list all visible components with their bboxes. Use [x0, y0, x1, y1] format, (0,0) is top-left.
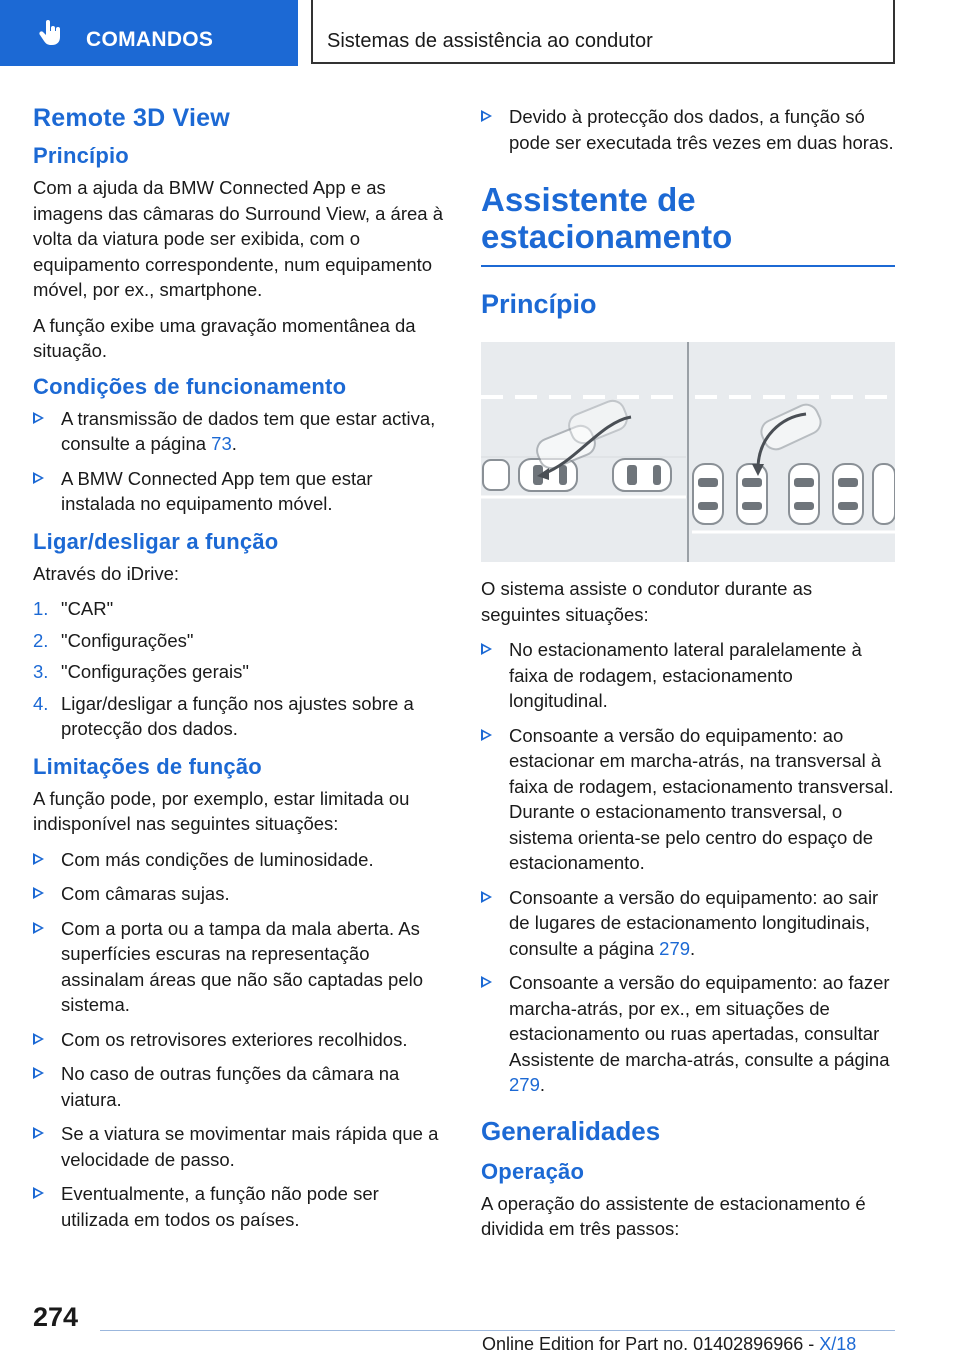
- bullet-list: [33, 847, 448, 1233]
- section-title-generalidades: Generalidades: [481, 1115, 661, 1146]
- list-item: [481, 885, 895, 962]
- triangle-bullet-icon: [481, 729, 492, 741]
- list-item: [33, 881, 448, 907]
- list-item-text: Com a porta ou a tampa da mala aberta. As superfícies escuras na representação assinalam áreas que não são captadas pelo sistema.: [61, 917, 424, 1015]
- list-item-text: A BMW Connected App tem que estar instalada no equipamento móvel.: [61, 467, 373, 514]
- list-item-text: Consoante a versão do equipamento: ao fazer marcha-atrás, por ex., em situações de estacionamento ou ruas apertadas, consultar Assistente de marcha-atrás, consulte a página: [509, 972, 890, 1070]
- chapter-title-box: [311, 0, 895, 64]
- triangle-bullet-icon: [481, 643, 492, 655]
- subsection-title-limitacoes: Limitações de função: [33, 753, 262, 779]
- edition-prefix: Online Edition for Part no. 01402896966 -: [482, 1334, 820, 1354]
- triangle-bullet-icon: [33, 887, 44, 899]
- list-item-text: Consoante a versão do equipamento: ao sair de lugares de estacionamento longitudinais, consulte a página: [509, 886, 879, 959]
- paragraph: Através do iDrive:: [33, 562, 179, 584]
- list-item-text: No estacionamento lateral paralelamente à faixa de rodagem, estacionamento longitudinal.: [509, 639, 862, 711]
- numbered-list: [33, 596, 448, 742]
- triangle-bullet-icon: [33, 853, 44, 865]
- list-item-text: Eventualmente, a função não pode ser utilizada em todos os países.: [61, 1183, 379, 1230]
- page-link[interactable]: 279: [659, 937, 691, 959]
- section-title-remote-3d-view: Remote 3D View: [33, 104, 230, 132]
- paragraph: A função pode, por exemplo, estar limitada ou indisponível nas seguintes situações:: [33, 787, 410, 834]
- paragraph: A operação do assistente de estacionamento é dividida em três passos:: [481, 1192, 866, 1239]
- step-number: 3.: [33, 661, 49, 682]
- list-item: [33, 628, 448, 654]
- list-item-text: Com os retrovisores exteriores recolhidos.: [61, 1028, 408, 1050]
- list-item: [33, 466, 448, 517]
- bullet-list: [33, 406, 448, 517]
- subsection-title-principio: Princípio: [33, 143, 129, 168]
- hand-pointer-icon: [36, 18, 66, 48]
- step-text: "Configurações gerais": [61, 661, 249, 682]
- triangle-bullet-icon: [33, 922, 44, 934]
- list-item: [33, 406, 448, 457]
- step-number: 4.: [33, 692, 49, 714]
- page-number: 274: [33, 1302, 79, 1332]
- list-item: [33, 916, 448, 1018]
- list-item: [33, 691, 448, 742]
- subsection-title-operacao: Operação: [481, 1158, 585, 1184]
- subsection-title-ligar: Ligar/desligar a função: [33, 528, 279, 554]
- chapter-heading-line2: estacionamento: [481, 218, 733, 255]
- triangle-bullet-icon: [481, 891, 492, 903]
- triangle-bullet-icon: [33, 412, 44, 424]
- step-text: "CAR": [61, 598, 114, 619]
- left-column: [33, 96, 448, 1244]
- list-item-tail: .: [231, 433, 237, 454]
- list-item: [33, 1061, 448, 1112]
- list-item: [481, 723, 895, 876]
- section-tab[interactable]: [0, 0, 298, 66]
- list-item: [33, 1121, 448, 1172]
- triangle-bullet-icon: [33, 472, 44, 484]
- paragraph: A função exibe uma gravação momentânea da situação.: [33, 314, 416, 361]
- triangle-bullet-icon: [33, 1127, 44, 1139]
- list-item: [33, 847, 448, 873]
- list-item-tail: .: [539, 1074, 546, 1095]
- list-item-text: Consoante a versão do equipamento: ao estacionar em marcha-atrás, na transversal à faixa de rodagem, estacionamento transversal. Durante o estacionamento transversal, o sistema orienta-se pelo centro do espaço de estacionamento.: [509, 724, 894, 873]
- subsection-title-condicoes: Condições de funcionamento: [33, 373, 347, 399]
- triangle-bullet-icon: [481, 976, 492, 988]
- triangle-bullet-icon: [481, 110, 492, 122]
- right-column: [481, 96, 895, 1252]
- chapter-title: Sistemas de assistência ao condutor: [327, 30, 653, 52]
- list-item: [33, 659, 448, 685]
- triangle-bullet-icon: [33, 1187, 44, 1199]
- chapter-heading-line1: Assistente de: [481, 181, 696, 218]
- page-link[interactable]: 279: [509, 1074, 540, 1095]
- list-item-text: Se a viatura se movimentar mais rápida que a velocidade de passo.: [61, 1123, 439, 1170]
- list-item-text: A transmissão de dados tem que estar activa, consulte a página: [61, 407, 436, 454]
- list-item-text: Devido à protecção dos dados, a função só pode ser executada três vezes em duas horas.: [509, 106, 894, 153]
- tab-label: COMANDOS: [86, 28, 214, 51]
- parking-illustration: [481, 342, 895, 562]
- step-number: 1.: [33, 598, 49, 619]
- triangle-bullet-icon: [33, 1033, 44, 1045]
- list-item: [481, 637, 895, 714]
- edition-suffix: X/18: [819, 1334, 857, 1354]
- list-item-tail: .: [690, 937, 696, 959]
- bullet-list: [481, 104, 895, 155]
- section-title-principio: Princípio: [481, 289, 597, 319]
- list-item: [33, 1027, 448, 1053]
- paragraph: O sistema assiste o condutor durante as seguintes situações:: [481, 578, 813, 625]
- footer-divider: [100, 1330, 895, 1331]
- paragraph: Com a ajuda da BMW Connected App e as imagens das câmaras do Surround View, a área à volta da viatura pode ser exibida, com o equipamento correspondente, num equipamento móvel, por ex., smartphone.: [33, 177, 443, 300]
- list-item: [481, 104, 895, 155]
- step-text: Ligar/desligar a função nos ajustes sobre a protecção dos dados.: [61, 692, 414, 739]
- parking-diagram-image: [481, 342, 895, 562]
- list-item-text: Com câmaras sujas.: [61, 883, 230, 904]
- list-item: [481, 970, 895, 1098]
- triangle-bullet-icon: [33, 1067, 44, 1079]
- page-header: [0, 0, 960, 66]
- chapter-heading: [481, 181, 895, 255]
- list-item-text: No caso de outras funções da câmara na viatura.: [61, 1063, 400, 1110]
- list-item: [33, 596, 448, 622]
- list-item: [33, 1181, 448, 1232]
- step-number: 2.: [33, 629, 49, 651]
- step-text: "Configurações": [61, 629, 194, 651]
- edition-info: [482, 1334, 856, 1355]
- list-item-text: Com más condições de luminosidade.: [61, 848, 374, 870]
- page-link[interactable]: 73: [211, 433, 232, 454]
- bullet-list: [481, 637, 895, 1098]
- heading-divider: [481, 265, 895, 267]
